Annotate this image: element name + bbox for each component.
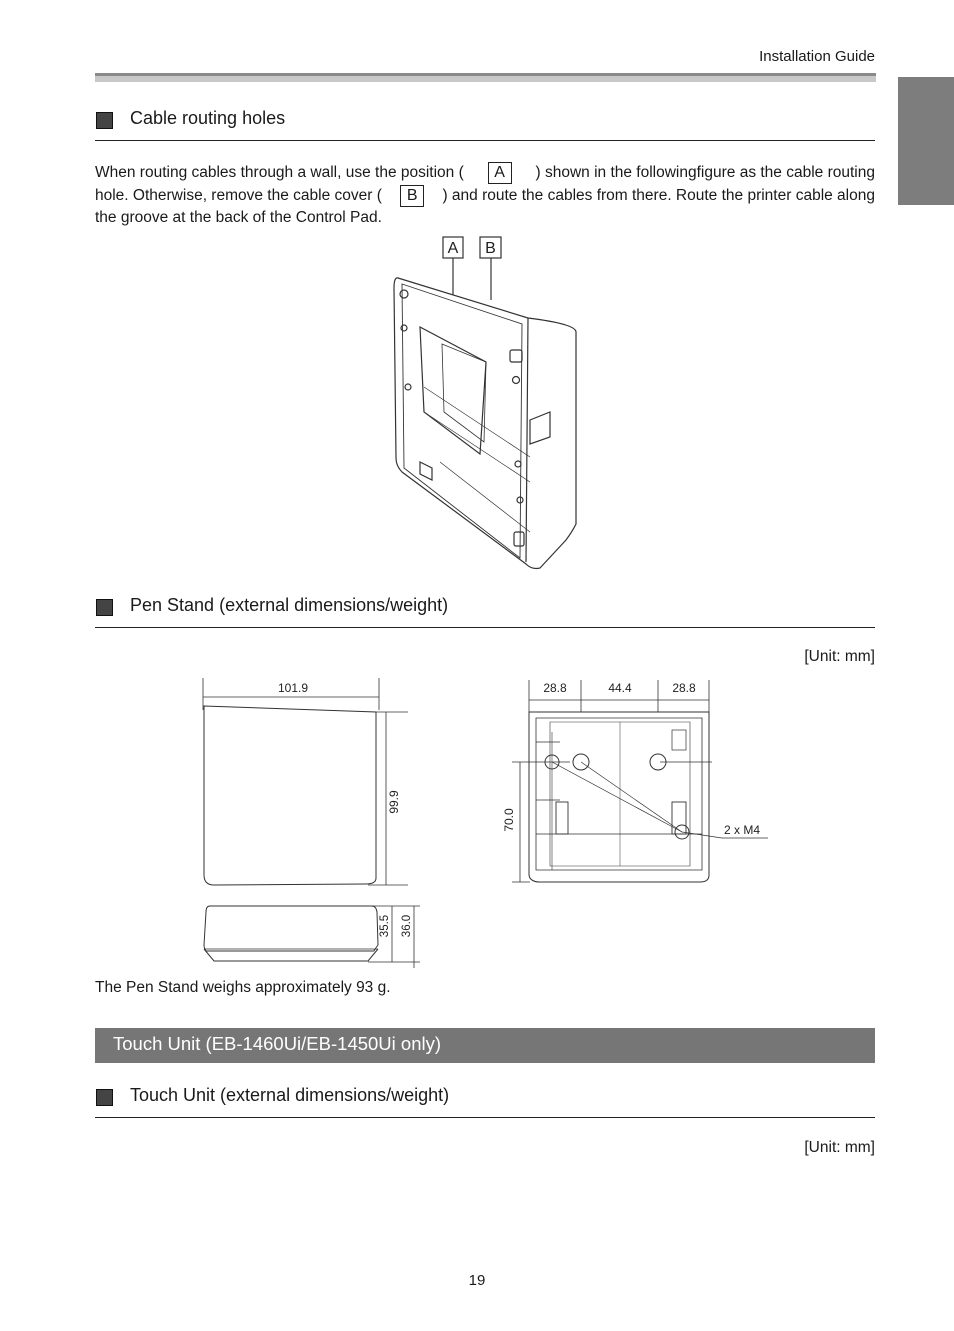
dim-right-offset: 28.8 bbox=[672, 681, 696, 695]
dim-height-body: 35.5 bbox=[379, 914, 391, 938]
screw-callout: 2 x M4 bbox=[724, 823, 761, 837]
header-rule bbox=[95, 73, 876, 82]
dim-hole-spacing: 44.4 bbox=[608, 681, 632, 695]
dim-hole-height: 70.0 bbox=[502, 808, 516, 832]
cable-routing-paragraph bbox=[95, 162, 875, 230]
label-box-a: A bbox=[488, 162, 512, 184]
dim-depth: 99.9 bbox=[387, 790, 401, 814]
pen-stand-bottom-drawing bbox=[500, 670, 772, 890]
para-text: When routing cables through a wall, use the position ( bbox=[95, 164, 464, 181]
section-title: Pen Stand (external dimensions/weight) bbox=[130, 595, 449, 615]
page-number: 19 bbox=[468, 1272, 486, 1289]
label-box-b: B bbox=[400, 185, 424, 207]
heading-square-icon bbox=[96, 112, 113, 129]
callout-a-label: A bbox=[447, 240, 459, 257]
para-text: the groove at the back of the Control Pad. bbox=[95, 209, 382, 226]
para-text: hole. Otherwise, remove the cable cover ( bbox=[95, 186, 382, 204]
dim-height-total: 36.0 bbox=[401, 914, 413, 938]
para-text: ) and route the cables from there. Route the printer cable along bbox=[442, 186, 875, 204]
heading-square-icon bbox=[96, 1089, 113, 1106]
para-text: ) shown in the followingfigure as the cable routing bbox=[535, 164, 875, 181]
section-heading-touch-unit bbox=[95, 1081, 875, 1118]
section-heading-pen-stand bbox=[95, 591, 875, 628]
chapter-side-tab bbox=[898, 77, 954, 205]
unit-label: [Unit: mm] bbox=[804, 648, 875, 665]
dim-width: 101.9 bbox=[277, 681, 309, 695]
running-header: Installation Guide bbox=[759, 48, 875, 65]
section-heading-cable-routing bbox=[95, 104, 875, 141]
pen-stand-weight-note: The Pen Stand weighs approximately 93 g. bbox=[95, 979, 391, 996]
section-title: Touch Unit (external dimensions/weight) bbox=[130, 1085, 450, 1105]
heading-square-icon bbox=[96, 599, 113, 616]
band-title: Touch Unit (EB-1460Ui/EB-1450Ui only) bbox=[113, 1033, 442, 1054]
section-title: Cable routing holes bbox=[130, 108, 286, 128]
pen-stand-top-side-drawing bbox=[190, 670, 430, 975]
touch-unit-band-heading bbox=[95, 1028, 875, 1063]
callout-b-label: B bbox=[485, 240, 496, 257]
dim-left-offset: 28.8 bbox=[543, 681, 567, 695]
control-pad-back-illustration bbox=[380, 232, 590, 577]
unit-label: [Unit: mm] bbox=[804, 1139, 875, 1156]
